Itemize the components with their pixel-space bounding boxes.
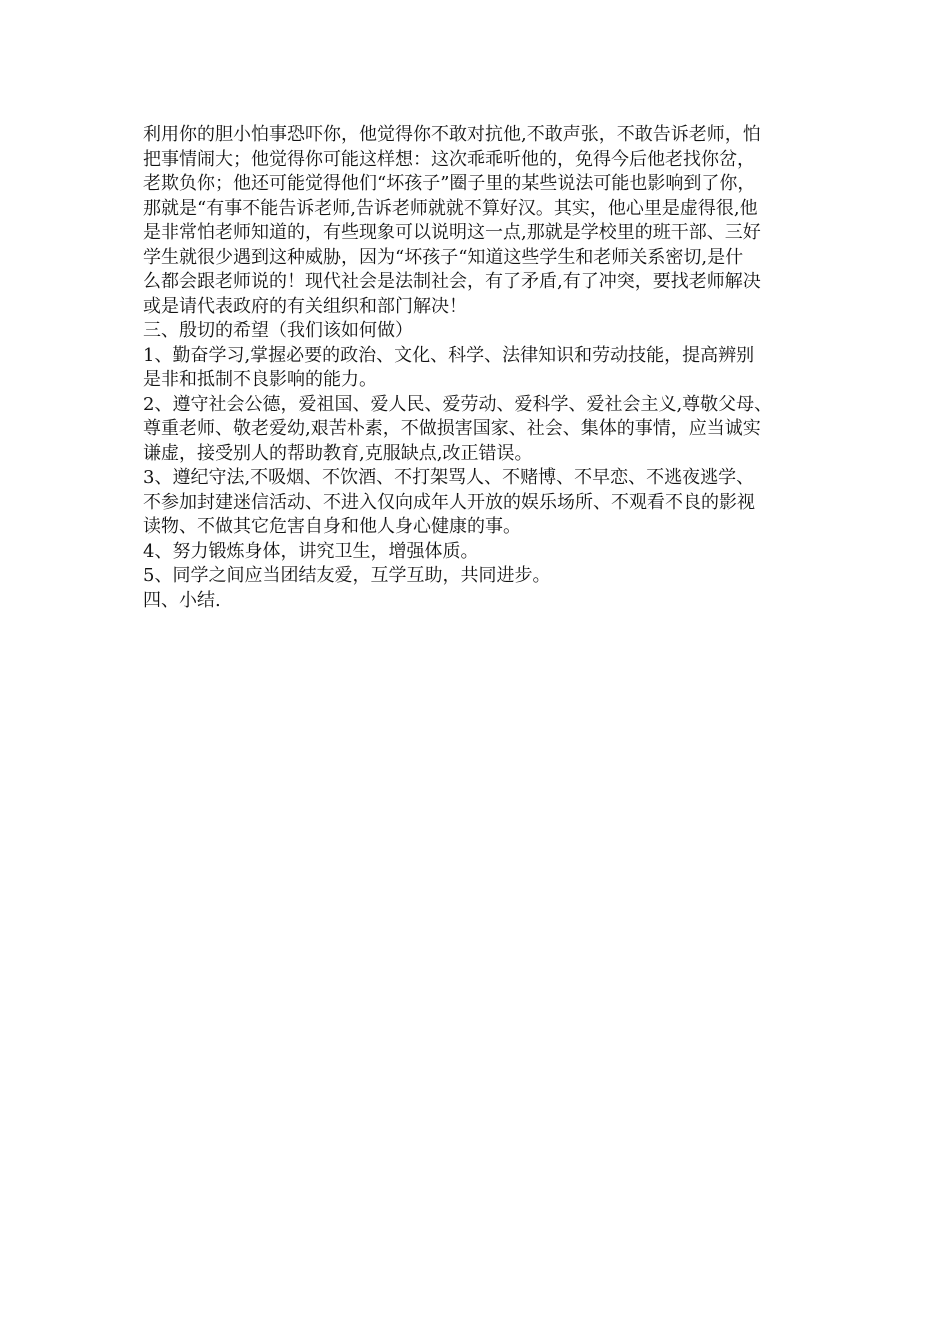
list-item-continuation: 不参加封建迷信活动、不进入仅向成年人开放的娱乐场所、不观看不良的影视 bbox=[143, 491, 755, 513]
list-item-continuation: 是非和抵制不良影响的能力。 bbox=[143, 369, 377, 390]
list-item: 3、遵纪守法,不吸烟、不饮酒、不打架骂人、不赌博、不早恋、不逃夜逃学、 bbox=[143, 467, 755, 488]
body-line: 把事情闹大；他觉得你可能这样想：这次乖乖听他的，免得今后他老找你岔， bbox=[143, 148, 755, 170]
list-item: 5、同学之间应当团结友爱，互学互助，共同进步。 bbox=[143, 565, 551, 586]
list-item-continuation: 尊重老师、敬老爱幼,艰苦朴素，不做损害国家、社会、集体的事情，应当诚实 bbox=[143, 418, 761, 439]
body-line: 学生就很少遇到这种威胁，因为“坏孩子“知道这些学生和老师关系密切,是什 bbox=[143, 246, 744, 268]
body-line: 么都会跟老师说的！现代社会是法制社会，有了矛盾,有了冲突，要找老师解决 bbox=[143, 271, 761, 292]
body-line: 老欺负你；他还可能觉得他们“坏孩子”圈子里的某些说法可能也影响到了你， bbox=[143, 173, 756, 194]
list-item: 4、努力锻炼身体，讲究卫生，增强体质。 bbox=[143, 540, 479, 562]
list-item-continuation: 读物、不做其它危害自身和他人身心健康的事。 bbox=[143, 516, 521, 537]
body-line: 那就是“有事不能告诉老师,告诉老师就就不算好汉。其实，他心里是虚得很,他 bbox=[143, 197, 758, 219]
list-item-continuation: 谦虚，接受别人的帮助教育,克服缺点,改正错误。 bbox=[143, 442, 533, 464]
body-line: 是非常怕老师知道的，有些现象可以说明这一点,那就是学校里的班干部、三好 bbox=[143, 222, 761, 243]
section-heading: 三、殷切的希望（我们该如何做） bbox=[143, 320, 413, 341]
body-line: 或是请代表政府的有关组织和部门解决！ bbox=[143, 295, 467, 317]
section-heading: 四、小结. bbox=[143, 589, 221, 611]
list-item: 1、勤奋学习,掌握必要的政治、文化、科学、法律知识和劳动技能，提高辨别 bbox=[143, 344, 755, 366]
body-line: 利用你的胆小怕事恐吓你，他觉得你不敢对抗他,不敢声张，不敢告诉老师，怕 bbox=[143, 124, 761, 145]
list-item: 2、遵守社会公德，爱祖国、爱人民、爱劳动、爱科学、爱社会主义,尊敬父母、 bbox=[143, 393, 773, 415]
document-body bbox=[143, 123, 823, 613]
